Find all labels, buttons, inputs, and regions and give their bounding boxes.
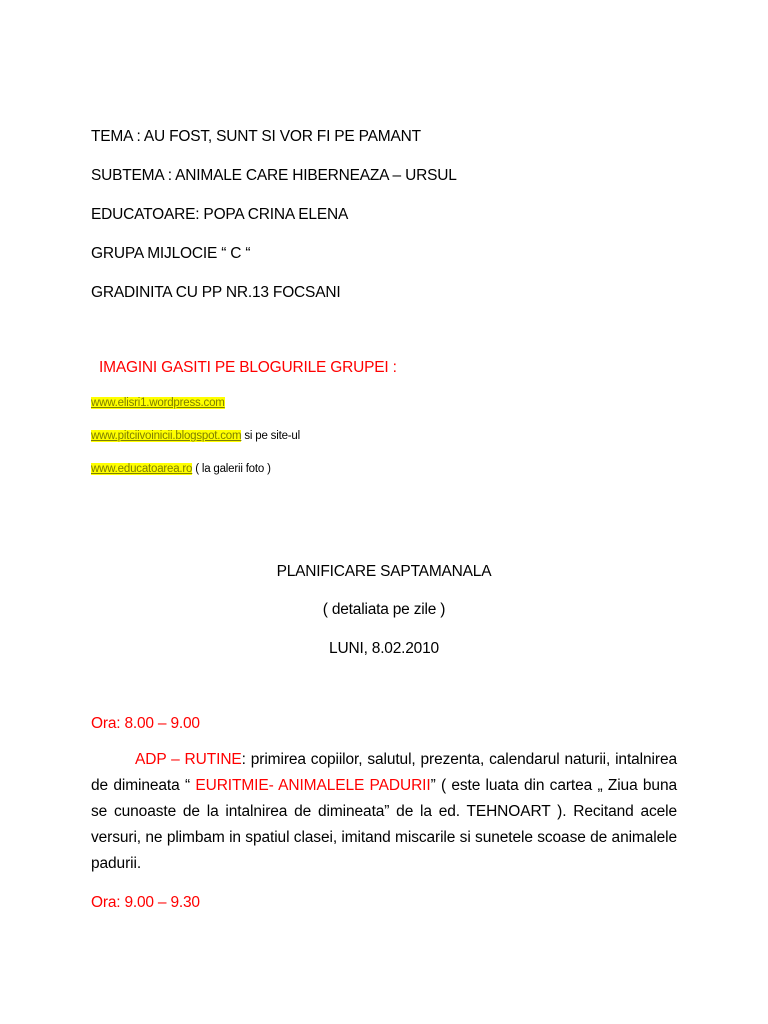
plan-day [0,639,768,659]
ora-1 [91,714,200,734]
plan-day-label: LUNI [329,640,364,657]
blog-link-1[interactable]: www.elisri1.wordpress.com [91,397,225,409]
plan-title: PLANIFICARE SAPTAMANALA [276,563,492,580]
ora-2-time: 9.00 – 9.30 [124,894,200,911]
blog-heading: IMAGINI GASITI PE BLOGURILE GRUPEI : [99,359,397,376]
gradinita-line: GRADINITA CU PP NR.13 FOCSANI [91,284,341,301]
blog-link-2[interactable]: www.pitciivoinicii.blogspot.com [91,430,242,442]
blog-link-row-1 [91,395,225,411]
grupa-line: GRUPA MIJLOCIE “ C “ [91,245,251,262]
adp-text-1: : primirea copiilor, salutul, prezenta, calendarul naturii, intalnirea de dimineata “ [91,751,677,794]
plan-day-date: , 8.02.2010 [363,640,439,657]
adp-label: ADP – RUTINE [135,751,242,768]
ora-2 [91,893,200,913]
blog-link-3[interactable]: www.educatoarea.ro [91,463,193,475]
adp-highlight: EURITMIE- ANIMALELE PADURII [195,777,431,794]
blog-link-row-2 [91,428,300,444]
tema-line: TEMA : AU FOST, SUNT SI VOR FI PE PAMANT [91,128,421,145]
subtema-line: SUBTEMA : ANIMALE CARE HIBERNEAZA – URSUL [91,167,457,184]
plan-subtitle: ( detaliata pe zile ) [322,601,446,618]
blog-link-row-3 [91,461,271,477]
blog-link-3-suffix: ( la galerii foto ) [192,463,271,475]
ora-2-label: Ora: [91,894,125,911]
educatoare-line: EDUCATOARE: POPA CRINA ELENA [91,206,349,223]
blog-link-2-suffix: si pe site-ul [241,430,300,442]
adp-text-2: ” ( este luata din cartea „ Ziua buna se cunoaste de la intalnirea de dimineata” de la ed. TEHNOART ). Recitand acele versuri, ne plimbam in spatiul clasei, imitand miscarile si sunetele scoase de animalele padurii. [91,777,677,872]
ora-1-time: 8.00 – 9.00 [124,715,200,732]
adp-paragraph [91,747,677,877]
ora-1-label: Ora: [91,715,125,732]
